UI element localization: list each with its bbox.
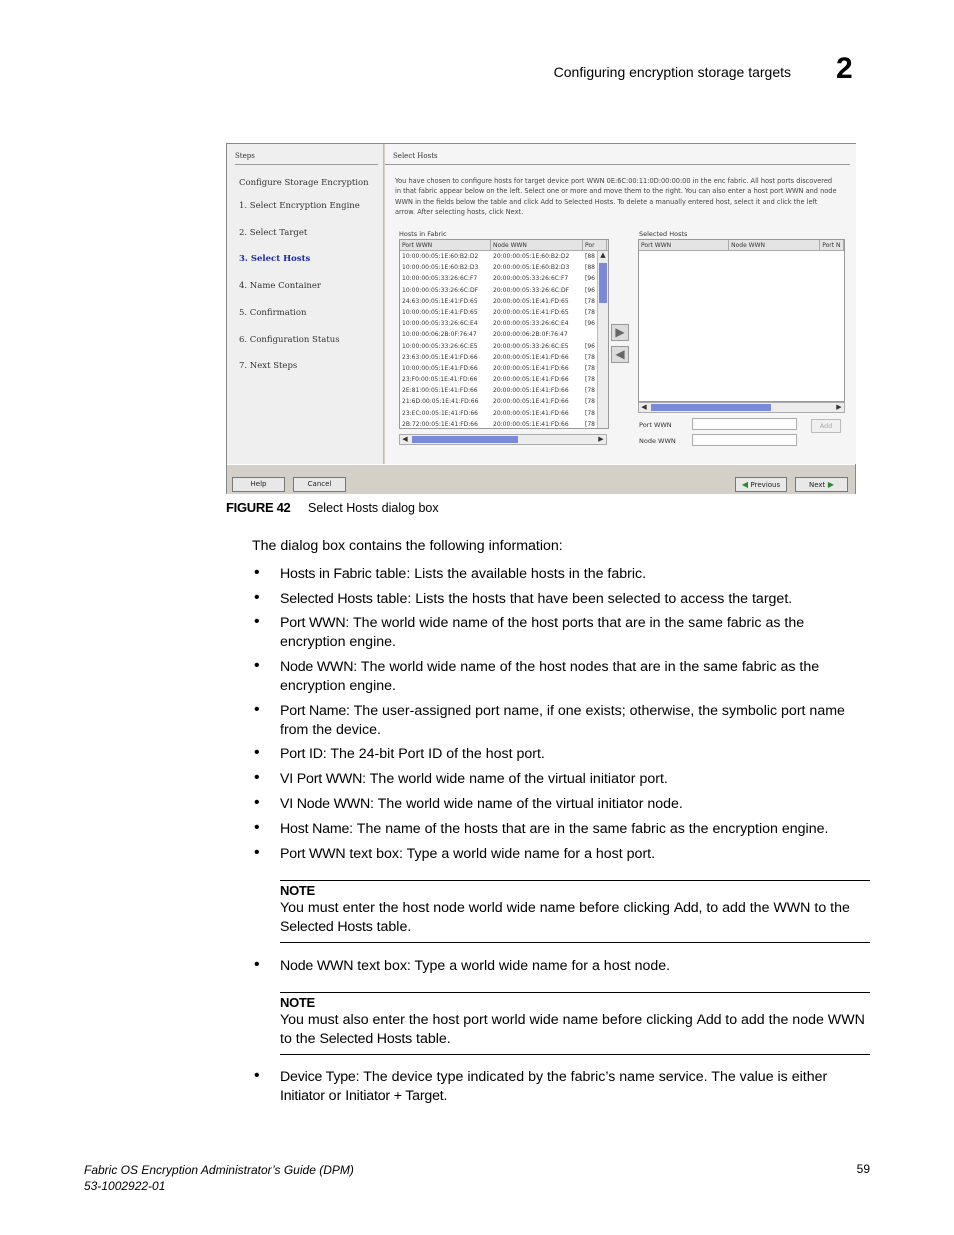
table-cell: [78 <box>585 364 595 372</box>
table-cell: 20:00:00:06:2B:0F:76:47 <box>493 331 568 339</box>
table-cell: [88 <box>585 253 595 260</box>
table-cell: [78 <box>585 297 595 305</box>
table-cell: 10:00:00:05:1E:60:B2:D2 <box>402 253 479 260</box>
table-cell: 24:63:00:05:1E:41:FD:65 <box>402 297 478 305</box>
table-cell: 23:EC:00:05:1E:41:FD:66 <box>402 409 478 417</box>
table-cell: 20:00:00:05:1E:41:FD:66 <box>493 376 569 384</box>
table-cell: 20:00:00:05:1E:60:B2:D3 <box>493 264 570 272</box>
col-node-wwn[interactable]: Node WWN <box>491 240 583 250</box>
note-bottom-rule <box>280 1054 870 1055</box>
bullet-term: Port WWN <box>280 846 346 862</box>
page-number: 59 <box>856 1162 870 1176</box>
next-label: Next <box>808 481 826 489</box>
bullet-term: Hosts in Fabric <box>280 566 372 582</box>
footer-doc-number: 53-1002922-01 <box>84 1179 166 1193</box>
bullet-marker: • <box>254 657 260 674</box>
note-term-add: Add <box>673 900 699 916</box>
note-text-part: to add the node WWN to the <box>280 1012 865 1047</box>
table-cell: 21:6D:00:05:1E:41:FD:66 <box>402 398 479 406</box>
add-button[interactable]: Add <box>811 419 841 433</box>
table-row[interactable] <box>400 307 608 318</box>
figure-number: FIGURE 42 <box>226 500 291 515</box>
note-text <box>280 1011 870 1049</box>
bullet-marker: • <box>254 956 260 973</box>
port-wwn-input[interactable] <box>692 418 797 430</box>
previous-button[interactable] <box>735 477 787 492</box>
steps-divider <box>235 164 378 165</box>
step-7: 7. Next Steps <box>239 361 298 371</box>
table-cell: 10:00:00:05:33:26:6C:E5 <box>402 342 478 350</box>
move-left-button[interactable]: ◀ <box>611 346 629 363</box>
previous-arrow-icon: ◀ <box>741 480 751 489</box>
bullet-marker: • <box>254 1067 260 1084</box>
scroll-thumb[interactable] <box>651 404 771 411</box>
port-wwn-label: Port WWN <box>639 421 672 429</box>
step-5: 5. Confirmation <box>239 308 307 318</box>
note-top-rule <box>280 880 870 881</box>
steps-panel <box>227 144 384 464</box>
table-cell: [78 <box>585 387 595 395</box>
running-header-title: Configuring encryption storage targets <box>553 64 791 80</box>
bullet-term: VI Node WWN <box>280 796 371 812</box>
previous-label: Previous <box>750 481 781 489</box>
table-cell: 20:00:00:05:33:26:6C:DF <box>493 286 570 294</box>
note-bottom-rule <box>280 942 870 943</box>
table-cell: 23:F0:00:05:1E:41:FD:66 <box>402 376 478 384</box>
bullet-item <box>280 565 870 584</box>
bullet-text: : The 24-bit Port ID of the host port. <box>322 746 545 762</box>
bullet-item <box>280 614 870 652</box>
table-cell: 20:00:00:05:1E:41:FD:65 <box>493 308 569 316</box>
table-cell: 20:00:00:05:1E:41:FD:66 <box>493 353 569 361</box>
bullet-term: Port ID <box>280 746 323 762</box>
note-label: NOTE <box>280 883 315 898</box>
move-right-button[interactable]: ▶ <box>611 324 629 341</box>
bullet-text: table: Lists the available hosts in the fabric. <box>371 566 647 582</box>
table-cell: [96 <box>585 342 595 350</box>
bullet-marker: • <box>254 564 260 581</box>
note-top-rule <box>280 992 870 993</box>
hosts-table-body <box>400 251 608 429</box>
bullet-text: : The world wide name of the virtual initiator port. <box>362 771 668 787</box>
table-cell: 10:00:00:05:33:26:6C:DF <box>402 286 479 294</box>
table-row[interactable] <box>400 318 608 329</box>
note-label: NOTE <box>280 995 315 1010</box>
bullet-text: or <box>324 1088 346 1104</box>
table-cell: [96 <box>585 320 595 328</box>
step-4: 4. Name Container <box>239 281 321 291</box>
help-button[interactable]: Help <box>232 477 285 492</box>
node-wwn-label: Node WWN <box>639 437 676 445</box>
table-cell: 2E:81:00:05:1E:41:FD:66 <box>402 387 478 395</box>
bullet-term: Selected Hosts <box>280 591 373 607</box>
bullet-item <box>280 590 870 609</box>
table-row[interactable] <box>400 374 608 385</box>
table-cell: 2B:72:00:05:1E:41:FD:66 <box>402 420 478 428</box>
selected-table-header <box>639 240 844 251</box>
note-term-selected-hosts: Selected Hosts <box>319 1031 413 1047</box>
bullet-text: : The world wide name of the host ports that are in the same fabric as the encryption engine. <box>280 615 805 650</box>
note-text-part: , to add the WWN to the <box>698 900 850 916</box>
dialog-button-bar <box>227 464 855 494</box>
note-text-part: You must also enter the host port world wide name before clicking <box>280 1012 697 1028</box>
bullet-item <box>280 745 870 764</box>
bullet-item <box>280 795 870 814</box>
steps-title: Steps <box>235 152 255 160</box>
note-term-add: Add <box>696 1012 722 1028</box>
bullet-item <box>280 845 870 864</box>
table-row[interactable] <box>400 251 608 262</box>
bullet-marker: • <box>254 794 260 811</box>
table-cell: [78 <box>585 308 595 316</box>
table-cell: [88 <box>585 264 595 272</box>
step-1: 1. Select Encryption Engine <box>239 201 360 211</box>
table-cell: 10:00:00:06:2B:0F:76:47 <box>402 331 477 339</box>
bullet-term-initiator: Initiator <box>280 1088 325 1104</box>
bullet-text: text box: Type a world wide name for a host port. <box>345 846 656 862</box>
note-text-part: table. <box>372 919 412 935</box>
table-row[interactable] <box>400 363 608 374</box>
bullet-text: . <box>443 1088 448 1104</box>
bullet-item <box>280 957 870 976</box>
main-panel <box>385 144 856 464</box>
bullet-item <box>280 658 870 696</box>
footer-guide-title: Fabric OS Encryption Administrator’s Guide (DPM) <box>84 1163 354 1177</box>
scroll-left-arrow-icon[interactable]: ◀ <box>402 435 408 443</box>
table-row[interactable] <box>400 285 608 296</box>
col-node-wwn[interactable]: Node WWN <box>729 240 820 250</box>
col-port-wwn[interactable]: Port WWN <box>639 240 729 250</box>
table-cell: 20:00:00:05:1E:41:FD:66 <box>493 420 569 428</box>
selected-horizontal-scrollbar[interactable] <box>638 402 845 413</box>
table-row[interactable] <box>400 396 608 407</box>
hosts-in-fabric-label: Hosts in Fabric <box>399 230 447 238</box>
table-cell: 20:00:00:05:33:26:6C:F7 <box>493 275 569 283</box>
bullet-term: VI Port WWN <box>280 771 363 787</box>
bullet-term: Port WWN <box>280 615 346 631</box>
table-cell: 20:00:00:05:33:26:6C:E4 <box>493 320 569 328</box>
bullet-term: Host Name <box>280 821 350 837</box>
next-arrow-icon: ▶ <box>825 480 834 489</box>
footer-left <box>84 1162 354 1194</box>
col-port-wwn[interactable]: Port WWN <box>400 240 491 250</box>
table-row[interactable] <box>400 419 608 429</box>
table-cell: 10:00:00:05:33:26:6C:F7 <box>402 275 478 283</box>
node-wwn-input[interactable] <box>692 434 797 446</box>
bullet-marker: • <box>254 589 260 606</box>
note-term-selected-hosts: Selected Hosts <box>280 919 373 935</box>
selected-hosts-table[interactable] <box>638 239 845 402</box>
next-button[interactable] <box>795 477 848 492</box>
bullet-text: table: Lists the hosts that have been selected to access the target. <box>372 591 793 607</box>
table-cell: [78 <box>585 398 595 406</box>
table-cell: 20:00:00:05:1E:41:FD:66 <box>493 364 569 372</box>
scroll-thumb[interactable] <box>599 263 607 303</box>
intro-paragraph: The dialog box contains the following information: <box>252 538 563 554</box>
table-cell: 20:00:00:05:1E:60:B2:D2 <box>493 253 570 260</box>
table-cell: 20:00:00:05:1E:41:FD:66 <box>493 409 569 417</box>
step-2: 2. Select Target <box>239 228 308 238</box>
figure-title: Select Hosts dialog box <box>308 501 439 515</box>
bullet-term-initiator-target: Initiator + Target <box>345 1088 444 1104</box>
table-cell: [96 <box>585 275 595 283</box>
col-port-id[interactable]: Por <box>583 240 607 250</box>
table-cell: 20:00:00:05:33:26:6C:E5 <box>493 342 569 350</box>
table-cell: [78 <box>585 409 595 417</box>
table-cell: [78 <box>585 376 595 384</box>
scroll-thumb[interactable] <box>412 436 518 443</box>
note-text <box>280 899 870 937</box>
selected-hosts-label: Selected Hosts <box>639 230 688 238</box>
bullet-item <box>280 1068 870 1106</box>
bullet-marker: • <box>254 819 260 836</box>
bullet-term: Device Type <box>280 1069 356 1085</box>
table-cell: 20:00:00:05:1E:41:FD:65 <box>493 297 569 305</box>
scroll-right-arrow-icon[interactable]: ▶ <box>598 435 604 443</box>
bullet-text: : The world wide name of the virtual initiator node. <box>370 796 683 812</box>
bullet-marker: • <box>254 844 260 861</box>
bullet-text: : The name of the hosts that are in the same fabric as the encryption engine. <box>349 821 829 837</box>
note-text-part: You must enter the host node world wide name before clicking <box>280 900 674 916</box>
table-cell: 10:00:00:05:1E:60:B2:D3 <box>402 264 479 272</box>
panel-divider <box>385 164 850 165</box>
table-row[interactable] <box>400 385 608 396</box>
bullet-marker: • <box>254 701 260 718</box>
hosts-vertical-scrollbar[interactable] <box>597 251 608 428</box>
chapter-number: 2 <box>836 52 853 85</box>
table-row[interactable] <box>400 262 608 273</box>
hosts-table-header <box>400 240 608 251</box>
bullet-marker: • <box>254 769 260 786</box>
bullet-text: : The user-assigned port name, if one exists; otherwise, the symbolic port name from the device. <box>280 703 845 738</box>
scroll-right-arrow-icon[interactable]: ▶ <box>836 403 842 411</box>
scroll-up-arrow-icon[interactable]: ▲ <box>600 251 606 259</box>
table-cell: 20:00:00:05:1E:41:FD:66 <box>493 387 569 395</box>
bullet-text: : The world wide name of the host nodes that are in the same fabric as the encryption engine. <box>280 659 820 694</box>
hosts-in-fabric-table[interactable] <box>399 239 609 429</box>
table-row[interactable] <box>400 341 608 352</box>
col-port-name[interactable]: Port N <box>820 240 844 250</box>
bullet-text: : The device type indicated by the fabric’s name service. The value is either <box>355 1069 828 1085</box>
select-hosts-dialog-figure <box>226 143 856 494</box>
table-cell: 23:63:00:05:1E:41:FD:66 <box>402 353 478 361</box>
note-text-part: table. <box>412 1031 451 1047</box>
bullet-item <box>280 702 870 740</box>
bullet-term: Port Name <box>280 703 347 719</box>
hosts-horizontal-scrollbar[interactable] <box>399 434 607 445</box>
table-cell: 10:00:00:05:33:26:6C:E4 <box>402 320 478 328</box>
panel-description: You have chosen to configure hosts for target device port WWN 0E:6C:00:11:0D:00:00:00 in the enc fabric. All host ports discovered in that fabric appear below on the left. Select one or more and move them to the right. You can also enter a host port WWN and node WWN in the fields below the table and click Add to Selected Hosts. To delete a manually entered host, select it and click the left arrow. After selecting hosts, click Next. <box>395 177 837 216</box>
table-cell: 10:00:00:05:1E:41:FD:65 <box>402 308 478 316</box>
step-6: 6. Configuration Status <box>239 335 340 345</box>
table-cell: [78 <box>585 420 595 428</box>
bullet-item <box>280 770 870 789</box>
cancel-button[interactable]: Cancel <box>293 477 346 492</box>
table-cell: [78 <box>585 353 595 361</box>
table-row[interactable] <box>400 329 608 340</box>
panel-title: Select Hosts <box>393 152 438 160</box>
scroll-left-arrow-icon[interactable]: ◀ <box>641 403 647 411</box>
table-row[interactable] <box>400 352 608 363</box>
bullet-marker: • <box>254 744 260 761</box>
step-3-active: 3. Select Hosts <box>239 254 311 264</box>
bullet-item <box>280 820 870 839</box>
table-row[interactable] <box>400 296 608 307</box>
table-row[interactable] <box>400 273 608 284</box>
table-row[interactable] <box>400 408 608 419</box>
bullet-term: Node WWN <box>280 659 354 675</box>
bullet-text: text box: Type a world wide name for a host node. <box>353 958 671 974</box>
bullet-term: Node WWN <box>280 958 354 974</box>
table-cell: [96 <box>585 286 595 294</box>
table-cell: 10:00:00:05:1E:41:FD:66 <box>402 364 478 372</box>
bullet-marker: • <box>254 613 260 630</box>
step-configure: Configure Storage Encryption <box>239 178 369 188</box>
table-cell: 20:00:00:05:1E:41:FD:66 <box>493 398 569 406</box>
